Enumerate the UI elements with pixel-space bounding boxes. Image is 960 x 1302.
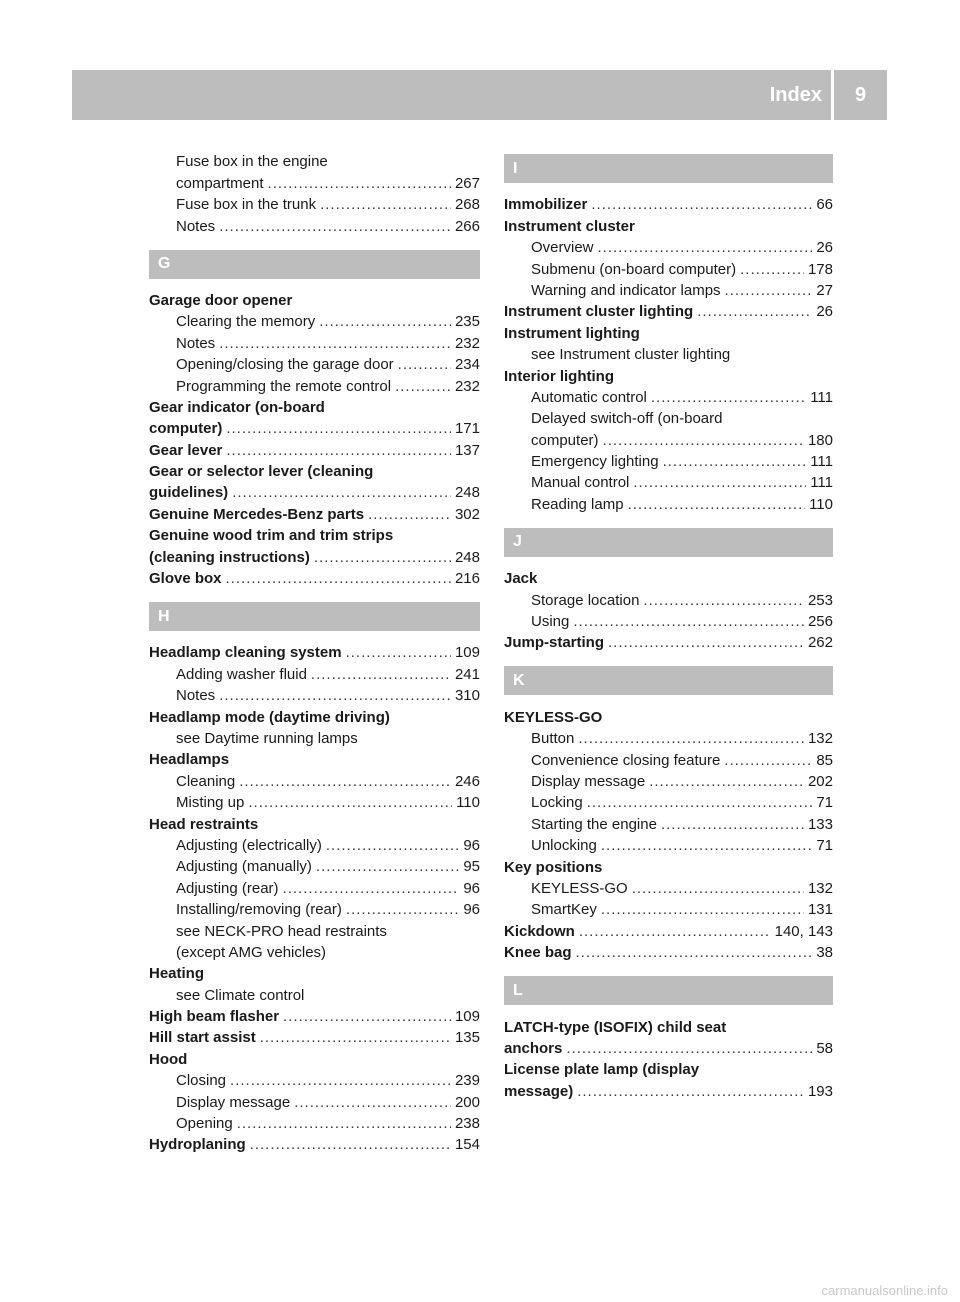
entry-term: Display message: [531, 772, 646, 790]
leader-dots: [311, 665, 451, 684]
leader-dots: [283, 879, 460, 898]
index-entry[interactable]: [504, 300, 833, 321]
page-reference[interactable]: 133: [807, 815, 833, 833]
section-letter: H: [158, 607, 170, 625]
index-subentry[interactable]: [504, 428, 833, 449]
index-entry: [149, 812, 480, 833]
page-reference[interactable]: 111: [810, 388, 833, 406]
index-entry: [504, 567, 833, 588]
index-subentry[interactable]: [504, 898, 833, 919]
index-subentry[interactable]: [504, 588, 833, 609]
index-entry: [149, 705, 480, 726]
page-reference[interactable]: 96: [463, 836, 480, 854]
index-entry[interactable]: [149, 438, 480, 459]
index-subentry[interactable]: [504, 834, 833, 855]
leader-dots: [601, 900, 804, 919]
index-subentry[interactable]: [149, 1069, 480, 1090]
leader-dots: [578, 729, 804, 748]
entry-term: LATCH-type (ISOFIX) child seat: [504, 1018, 727, 1036]
page-reference[interactable]: 178: [807, 260, 833, 278]
entry-term: see Climate control: [176, 986, 305, 1004]
leader-dots: [643, 591, 804, 610]
leader-dots: [248, 793, 452, 812]
index-entry[interactable]: [149, 1005, 480, 1026]
leader-dots: [697, 302, 812, 321]
index-subentry: [149, 150, 480, 171]
index-entry: [504, 214, 833, 235]
page-reference[interactable]: 85: [816, 751, 833, 769]
index-subentry[interactable]: [504, 386, 833, 407]
page-reference[interactable]: 267: [454, 174, 480, 192]
page-reference[interactable]: 111: [810, 453, 833, 471]
entry-term: KEYLESS-GO: [531, 879, 628, 897]
entry-term: guidelines): [149, 484, 229, 502]
index-entry[interactable]: [149, 545, 480, 566]
page-reference[interactable]: 111: [810, 474, 833, 492]
index-subentry[interactable]: [504, 727, 833, 748]
entry-term: Jack: [504, 570, 538, 588]
leader-dots: [395, 377, 451, 396]
page-reference[interactable]: 302: [454, 505, 480, 523]
leader-dots: [219, 334, 451, 353]
entry-term: Clearing the memory: [176, 313, 316, 331]
index-subentry[interactable]: [504, 877, 833, 898]
page-reference[interactable]: 248: [454, 484, 480, 502]
leader-dots: [566, 1039, 812, 1058]
page-reference[interactable]: 262: [807, 634, 833, 652]
leader-dots: [724, 751, 812, 770]
entry-term: Storage location: [531, 591, 640, 609]
index-subentry[interactable]: [149, 876, 480, 897]
leader-dots: [573, 612, 804, 631]
index-entry[interactable]: [504, 1079, 833, 1100]
page-reference[interactable]: 110: [456, 794, 480, 812]
leader-dots: [740, 260, 804, 279]
leader-dots: [219, 217, 451, 236]
page-reference[interactable]: 256: [807, 613, 833, 631]
index-entry[interactable]: [504, 631, 833, 652]
page-reference[interactable]: 66: [816, 196, 833, 214]
page-reference[interactable]: 202: [807, 772, 833, 790]
page-reference[interactable]: 135: [454, 1029, 480, 1047]
index-column-left: [149, 150, 480, 1154]
index-entry[interactable]: [149, 641, 480, 662]
leader-dots: [651, 388, 806, 407]
entry-term: Locking: [531, 794, 583, 812]
page-reference[interactable]: 109: [454, 1008, 480, 1026]
entry-term: Unlocking: [531, 837, 597, 855]
section-header-h: [149, 602, 480, 631]
entry-term: Convenience closing feature: [531, 751, 721, 769]
entry-term: Glove box: [149, 570, 222, 588]
page-reference[interactable]: 241: [454, 665, 480, 683]
page-reference[interactable]: 239: [454, 1072, 480, 1090]
page-reference[interactable]: 26: [816, 303, 833, 321]
page-reference[interactable]: 248: [454, 548, 480, 566]
leader-dots: [368, 505, 451, 524]
leader-dots: [577, 1082, 804, 1101]
index-entry[interactable]: [149, 1026, 480, 1047]
section-letter: L: [513, 981, 523, 999]
page-reference[interactable]: 26: [816, 239, 833, 257]
entry-term: Notes: [176, 334, 216, 352]
entry-term: (cleaning instructions): [149, 548, 310, 566]
leader-dots: [283, 1007, 451, 1026]
page-reference[interactable]: 96: [463, 901, 480, 919]
entry-term: KEYLESS-GO: [504, 708, 603, 726]
index-subentry[interactable]: [149, 662, 480, 683]
section-letter: I: [513, 159, 518, 177]
leader-dots: [346, 643, 451, 662]
entry-term: Heating: [149, 965, 205, 983]
entry-term: Cleaning: [176, 772, 236, 790]
index-subentry[interactable]: [149, 855, 480, 876]
entry-term: Garage door opener: [149, 291, 293, 309]
page-reference[interactable]: 246: [454, 772, 480, 790]
page-reference[interactable]: 268: [454, 196, 480, 214]
entry-term: message): [504, 1082, 574, 1100]
index-subentry[interactable]: [149, 193, 480, 214]
index-entry[interactable]: [504, 941, 833, 962]
index-subentry[interactable]: [149, 353, 480, 374]
entry-term: Hydroplaning: [149, 1136, 246, 1154]
index-column-right: [504, 150, 833, 1101]
watermark: carmanualsonline.info: [821, 1283, 948, 1298]
index-entry: [149, 748, 480, 769]
index-entry: [504, 1058, 833, 1079]
page-reference[interactable]: 109: [454, 644, 480, 662]
entry-term: Fuse box in the engine: [176, 153, 328, 171]
index-subentry: [149, 941, 480, 962]
leader-dots: [250, 1135, 451, 1154]
entry-term: Gear or selector lever (cleaning: [149, 463, 374, 481]
entry-term: Notes: [176, 687, 216, 705]
page-reference[interactable]: 71: [816, 837, 833, 855]
leader-dots: [633, 473, 806, 492]
page-reference[interactable]: 154: [454, 1136, 480, 1154]
page-reference[interactable]: 71: [816, 794, 833, 812]
section-header-j: [504, 528, 833, 557]
entry-term: Manual control: [531, 474, 630, 492]
entry-term: Warning and indicator lamps: [531, 281, 721, 299]
entry-term: computer): [531, 431, 599, 449]
entry-term: SmartKey: [531, 901, 597, 919]
page-reference[interactable]: 38: [816, 944, 833, 962]
index-subentry[interactable]: [504, 236, 833, 257]
page-reference[interactable]: 200: [454, 1093, 480, 1111]
entry-term: Delayed switch-off (on-board: [531, 410, 723, 428]
index-entry: [504, 364, 833, 385]
leader-dots: [320, 195, 451, 214]
leader-dots: [226, 441, 451, 460]
section-header-l: [504, 976, 833, 1005]
entry-term: Using: [531, 613, 570, 631]
entry-term: anchors: [504, 1039, 563, 1057]
index-subentry[interactable]: [149, 791, 480, 812]
leader-dots: [649, 772, 804, 791]
entry-term: Button: [531, 730, 575, 748]
entry-term: Jump-starting: [504, 634, 605, 652]
entry-term: License plate lamp (display: [504, 1061, 700, 1079]
entry-term: Gear indicator (on-board: [149, 398, 325, 416]
section-letter: K: [513, 671, 525, 689]
leader-dots: [326, 836, 459, 855]
entry-term: Emergency lighting: [531, 453, 659, 471]
index-entry: [504, 321, 833, 342]
entry-term: Genuine wood trim and trim strips: [149, 527, 394, 545]
entry-term: Headlamp mode (daytime driving): [149, 708, 390, 726]
entry-term: Submenu (on-board computer): [531, 260, 737, 278]
entry-term: Immobilizer: [504, 196, 588, 214]
leader-dots: [316, 857, 459, 876]
index-entry: [149, 524, 480, 545]
page-section-title: Index: [769, 84, 822, 106]
index-subentry: [149, 983, 480, 1004]
leader-dots: [601, 836, 812, 855]
section-letter: G: [158, 255, 171, 273]
index-entry[interactable]: [149, 502, 480, 523]
entry-term: (except AMG vehicles): [176, 943, 327, 961]
entry-term: Opening: [176, 1115, 233, 1133]
entry-term: Instrument lighting: [504, 324, 640, 342]
page-number: 9: [854, 84, 867, 106]
index-subentry[interactable]: [149, 310, 480, 331]
leader-dots: [725, 281, 813, 300]
leader-dots: [587, 793, 813, 812]
section-letter: J: [513, 533, 522, 551]
entry-term: Instrument cluster: [504, 217, 635, 235]
leader-dots: [579, 922, 771, 941]
leader-dots: [230, 1071, 451, 1090]
index-entry[interactable]: [149, 417, 480, 438]
page-reference[interactable]: 310: [454, 687, 480, 705]
index-subentry[interactable]: [504, 812, 833, 833]
entry-term: Headlamp cleaning system: [149, 644, 342, 662]
index-subentry[interactable]: [504, 450, 833, 471]
leader-dots: [260, 1028, 451, 1047]
index-subentry[interactable]: [504, 471, 833, 492]
leader-dots: [294, 1093, 451, 1112]
leader-dots: [226, 419, 451, 438]
leader-dots: [661, 815, 804, 834]
index-subentry[interactable]: [504, 279, 833, 300]
leader-dots: [268, 174, 451, 193]
page-reference[interactable]: 232: [454, 377, 480, 395]
section-header-k: [504, 666, 833, 695]
index-subentry[interactable]: [149, 1090, 480, 1111]
index-entry: [504, 705, 833, 726]
index-subentry: [504, 343, 833, 364]
entry-term: Closing: [176, 1072, 227, 1090]
header-bar: [72, 70, 887, 120]
leader-dots: [239, 772, 451, 791]
entry-term: Installing/removing (rear): [176, 901, 342, 919]
index-entry: [149, 396, 480, 417]
page-reference[interactable]: 132: [807, 879, 833, 897]
page-reference[interactable]: 253: [807, 591, 833, 609]
page-reference[interactable]: 216: [454, 570, 480, 588]
index-subentry[interactable]: [149, 171, 480, 192]
leader-dots: [591, 195, 812, 214]
entry-term: Headlamps: [149, 751, 230, 769]
entry-term: Overview: [531, 239, 594, 257]
page-reference[interactable]: 140, 143: [774, 922, 833, 940]
index-entry: [149, 1047, 480, 1068]
entry-term: Head restraints: [149, 815, 259, 833]
entry-term: Reading lamp: [531, 495, 624, 513]
page-reference[interactable]: 235: [454, 313, 480, 331]
entry-term: Genuine Mercedes-Benz parts: [149, 505, 365, 523]
leader-dots: [314, 548, 451, 567]
entry-term: computer): [149, 420, 223, 438]
page-reference[interactable]: 171: [454, 420, 480, 438]
index-entry: [149, 460, 480, 481]
entry-term: Adjusting (rear): [176, 879, 279, 897]
index-subentry[interactable]: [149, 374, 480, 395]
entry-term: Opening/closing the garage door: [176, 356, 394, 374]
entry-term: Misting up: [176, 794, 245, 812]
section-header-g: [149, 250, 480, 279]
page-reference[interactable]: 132: [807, 730, 833, 748]
entry-term: Programming the remote control: [176, 377, 392, 395]
entry-term: Fuse box in the trunk: [176, 196, 317, 214]
leader-dots: [219, 686, 451, 705]
index-subentry: [149, 727, 480, 748]
page-reference[interactable]: 234: [454, 356, 480, 374]
page-reference[interactable]: 58: [816, 1039, 833, 1057]
index-entry: [149, 962, 480, 983]
index-subentry[interactable]: [149, 1112, 480, 1133]
entry-term: Key positions: [504, 858, 603, 876]
index-subentry[interactable]: [149, 684, 480, 705]
entry-term: Knee bag: [504, 944, 572, 962]
index-entry: [504, 1015, 833, 1036]
entry-term: Adjusting (manually): [176, 858, 312, 876]
index-entry[interactable]: [149, 1133, 480, 1154]
index-subentry[interactable]: [504, 770, 833, 791]
index-subentry[interactable]: [504, 610, 833, 631]
leader-dots: [237, 1114, 451, 1133]
leader-dots: [319, 312, 451, 331]
index-subentry[interactable]: [149, 214, 480, 235]
index-subentry: [504, 407, 833, 428]
index-subentry[interactable]: [504, 492, 833, 513]
entry-term: compartment: [176, 174, 264, 192]
entry-term: Adding washer fluid: [176, 665, 307, 683]
page-reference[interactable]: 137: [454, 441, 480, 459]
index-entry: [149, 289, 480, 310]
leader-dots: [226, 569, 451, 588]
page-reference[interactable]: 193: [807, 1082, 833, 1100]
entry-term: Kickdown: [504, 922, 575, 940]
entry-term: Display message: [176, 1093, 291, 1111]
leader-dots: [628, 495, 806, 514]
index-subentry[interactable]: [504, 257, 833, 278]
section-header-i: [504, 154, 833, 183]
index-subentry[interactable]: [149, 331, 480, 352]
leader-dots: [576, 943, 813, 962]
leader-dots: [398, 355, 451, 374]
page-reference[interactable]: 180: [807, 431, 833, 449]
index-subentry[interactable]: [149, 769, 480, 790]
page-reference[interactable]: 131: [807, 901, 833, 919]
page-reference[interactable]: 266: [454, 217, 480, 235]
entry-term: Hill start assist: [149, 1029, 256, 1047]
index-subentry[interactable]: [504, 791, 833, 812]
entry-term: Gear lever: [149, 441, 223, 459]
page-reference[interactable]: 96: [463, 879, 480, 897]
entry-term: High beam flasher: [149, 1008, 280, 1026]
entry-term: see Daytime running lamps: [176, 729, 358, 747]
index-entry[interactable]: [149, 481, 480, 502]
leader-dots: [598, 238, 813, 257]
index-subentry[interactable]: [149, 898, 480, 919]
entry-term: Adjusting (electrically): [176, 836, 322, 854]
index-subentry: [149, 919, 480, 940]
index-entry[interactable]: [504, 919, 833, 940]
entry-term: Instrument cluster lighting: [504, 303, 694, 321]
page-reference[interactable]: 238: [454, 1115, 480, 1133]
index-subentry[interactable]: [504, 748, 833, 769]
entry-term: Interior lighting: [504, 367, 614, 385]
leader-dots: [663, 452, 807, 471]
index-subentry[interactable]: [149, 834, 480, 855]
index-entry[interactable]: [149, 567, 480, 588]
entry-term: see Instrument cluster lighting: [531, 346, 731, 364]
leader-dots: [608, 633, 804, 652]
page-reference[interactable]: 232: [454, 334, 480, 352]
entry-term: Automatic control: [531, 388, 647, 406]
index-entry[interactable]: [504, 1037, 833, 1058]
index-entry[interactable]: [504, 193, 833, 214]
index-entry: [504, 855, 833, 876]
entry-term: see NECK-PRO head restraints: [176, 922, 387, 940]
leader-dots: [232, 483, 451, 502]
leader-dots: [603, 431, 804, 450]
page-reference[interactable]: 110: [809, 495, 833, 513]
entry-term: Notes: [176, 217, 216, 235]
entry-term: Starting the engine: [531, 815, 657, 833]
page-reference[interactable]: 95: [463, 858, 480, 876]
leader-dots: [346, 900, 459, 919]
page-reference[interactable]: 27: [816, 281, 833, 299]
leader-dots: [632, 879, 804, 898]
entry-term: Hood: [149, 1050, 188, 1068]
